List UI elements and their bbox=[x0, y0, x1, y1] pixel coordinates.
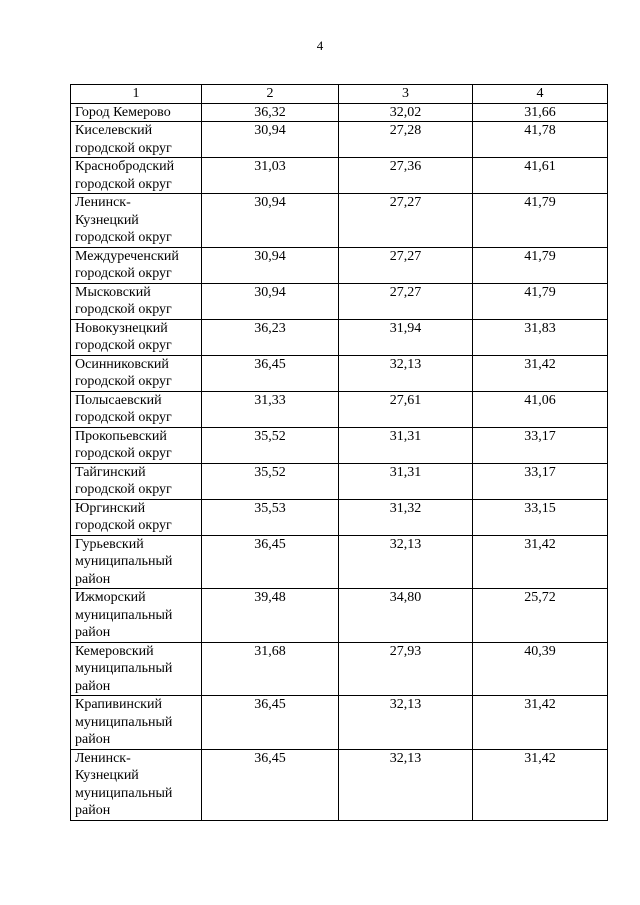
value-cell-v2: 30,94 bbox=[202, 283, 339, 319]
territory-name-cell bbox=[71, 355, 202, 391]
value-cell-v4: 41,78 bbox=[473, 122, 608, 158]
territory-name-cell bbox=[71, 463, 202, 499]
table-row bbox=[71, 194, 608, 248]
territory-name-line: Кузнецкий bbox=[75, 212, 139, 228]
header-col-4: 4 bbox=[473, 85, 608, 104]
value-cell-v3: 32,13 bbox=[339, 749, 473, 820]
table-row bbox=[71, 319, 608, 355]
value-cell-v2: 30,94 bbox=[202, 122, 339, 158]
territory-name-cell bbox=[71, 749, 202, 820]
territory-name-cell bbox=[71, 391, 202, 427]
page-number: 4 bbox=[316, 38, 324, 53]
value-cell-v4: 41,79 bbox=[473, 247, 608, 283]
territory-name-line: муниципальный bbox=[75, 607, 173, 623]
value-cell-v3: 27,28 bbox=[339, 122, 473, 158]
value-cell-v4: 33,15 bbox=[473, 499, 608, 535]
territory-name-line: городской округ bbox=[75, 518, 172, 533]
header-col-1: 1 bbox=[71, 85, 202, 104]
territory-name-line: городской округ bbox=[75, 176, 172, 192]
territory-name-line: Полысаевский bbox=[75, 392, 162, 408]
territory-name-line: Город Кемерово bbox=[75, 104, 171, 120]
table-row bbox=[71, 391, 608, 427]
value-cell-v3: 31,31 bbox=[339, 427, 473, 463]
territory-name-line: муниципальный bbox=[75, 554, 173, 569]
territory-name-line: Крапивинский bbox=[75, 697, 162, 712]
value-cell-v2: 36,45 bbox=[202, 696, 339, 750]
territory-name-line: Гурьевский bbox=[75, 536, 144, 552]
territory-name-line: муниципальный bbox=[75, 661, 173, 676]
value-cell-v3: 27,27 bbox=[339, 194, 473, 248]
territory-name-line: район bbox=[75, 571, 111, 587]
value-cell-v3: 31,31 bbox=[339, 463, 473, 499]
value-cell-v2: 35,52 bbox=[202, 427, 339, 463]
value-cell-v3: 32,13 bbox=[339, 535, 473, 589]
value-cell-v4: 40,39 bbox=[473, 642, 608, 696]
table-row bbox=[71, 122, 608, 158]
territory-name-line: Новокузнецкий bbox=[75, 320, 168, 336]
value-cell-v4: 41,06 bbox=[473, 391, 608, 427]
territory-name-line: Ленинск- bbox=[75, 195, 131, 210]
value-cell-v2: 31,68 bbox=[202, 642, 339, 696]
territory-name-line: район bbox=[75, 678, 111, 694]
value-cell-v3: 34,80 bbox=[339, 589, 473, 643]
header-col-2: 2 bbox=[202, 85, 339, 104]
value-cell-v3: 31,32 bbox=[339, 499, 473, 535]
territory-name-line: район bbox=[75, 732, 111, 747]
header-col-3: 3 bbox=[339, 85, 473, 104]
territory-name-line: городской округ bbox=[75, 482, 172, 497]
table-row bbox=[71, 499, 608, 535]
table-row bbox=[71, 355, 608, 391]
territory-name-line: городской округ bbox=[75, 374, 172, 389]
table-row bbox=[71, 589, 608, 643]
value-cell-v3: 27,36 bbox=[339, 158, 473, 194]
territory-name-line: Прокопьевский bbox=[75, 428, 167, 444]
value-cell-v4: 41,79 bbox=[473, 194, 608, 248]
value-cell-v4: 31,83 bbox=[473, 319, 608, 355]
territory-name-line: Мысковский bbox=[75, 284, 151, 300]
value-cell-v2: 36,45 bbox=[202, 355, 339, 391]
territory-name-cell bbox=[71, 589, 202, 643]
value-cell-v2: 31,03 bbox=[202, 158, 339, 194]
table-row bbox=[71, 463, 608, 499]
table-row bbox=[71, 283, 608, 319]
value-cell-v3: 27,93 bbox=[339, 642, 473, 696]
value-cell-v3: 31,94 bbox=[339, 319, 473, 355]
territory-name-line: городской округ bbox=[75, 230, 172, 245]
territory-name-line: Киселевский bbox=[75, 123, 153, 138]
table-row bbox=[71, 696, 608, 750]
value-cell-v4: 31,42 bbox=[473, 696, 608, 750]
value-cell-v2: 36,45 bbox=[202, 749, 339, 820]
territory-name-cell bbox=[71, 642, 202, 696]
territory-name-cell bbox=[71, 696, 202, 750]
value-cell-v3: 27,61 bbox=[339, 391, 473, 427]
territory-name-cell bbox=[71, 499, 202, 535]
territory-name-cell bbox=[71, 247, 202, 283]
territory-name-line: Междуреченский bbox=[75, 248, 179, 264]
territory-name-cell bbox=[71, 122, 202, 158]
territory-name-line: муниципальный bbox=[75, 714, 173, 730]
territory-name-line: городской округ bbox=[75, 302, 172, 317]
value-cell-v4: 41,61 bbox=[473, 158, 608, 194]
territory-name-cell bbox=[71, 194, 202, 248]
value-cell-v2: 35,52 bbox=[202, 463, 339, 499]
value-cell-v2: 30,94 bbox=[202, 247, 339, 283]
territory-name-cell bbox=[71, 158, 202, 194]
table-row bbox=[71, 103, 608, 122]
territory-name-line: Краснобродский bbox=[75, 159, 175, 174]
table-row bbox=[71, 158, 608, 194]
territory-name-cell bbox=[71, 103, 202, 122]
header-row bbox=[71, 85, 608, 104]
value-cell-v2: 30,94 bbox=[202, 194, 339, 248]
table-row bbox=[71, 427, 608, 463]
table-row bbox=[71, 642, 608, 696]
table-body bbox=[71, 103, 608, 820]
value-cell-v4: 41,79 bbox=[473, 283, 608, 319]
value-cell-v4: 31,66 bbox=[473, 103, 608, 122]
table-row bbox=[71, 535, 608, 589]
value-cell-v2: 36,32 bbox=[202, 103, 339, 122]
table-row bbox=[71, 247, 608, 283]
value-cell-v3: 32,02 bbox=[339, 103, 473, 122]
data-table bbox=[70, 84, 608, 821]
value-cell-v2: 39,48 bbox=[202, 589, 339, 643]
territory-name-line: городской округ bbox=[75, 140, 172, 156]
value-cell-v2: 31,33 bbox=[202, 391, 339, 427]
territory-name-cell bbox=[71, 535, 202, 589]
value-cell-v3: 32,13 bbox=[339, 355, 473, 391]
territory-name-cell bbox=[71, 283, 202, 319]
territory-name-line: городской округ bbox=[75, 266, 172, 281]
territory-name-line: Кемеровский bbox=[75, 643, 154, 659]
table-row bbox=[71, 749, 608, 820]
value-cell-v2: 36,45 bbox=[202, 535, 339, 589]
value-cell-v4: 31,42 bbox=[473, 749, 608, 820]
value-cell-v2: 35,53 bbox=[202, 499, 339, 535]
value-cell-v4: 31,42 bbox=[473, 535, 608, 589]
territory-name-line: район bbox=[75, 625, 111, 640]
territory-name-line: Осинниковский bbox=[75, 356, 169, 372]
territory-name-line: городской округ bbox=[75, 338, 172, 353]
table-header bbox=[71, 85, 608, 104]
territory-name-cell bbox=[71, 319, 202, 355]
territory-name-line: район bbox=[75, 803, 111, 818]
value-cell-v2: 36,23 bbox=[202, 319, 339, 355]
value-cell-v3: 32,13 bbox=[339, 696, 473, 750]
value-cell-v4: 25,72 bbox=[473, 589, 608, 643]
territory-name-cell bbox=[71, 427, 202, 463]
territory-name-line: Ижморский bbox=[75, 590, 146, 605]
territory-name-line: муниципальный bbox=[75, 785, 173, 801]
territory-name-line: Ленинск- bbox=[75, 750, 131, 766]
value-cell-v4: 31,42 bbox=[473, 355, 608, 391]
territory-name-line: Кузнецкий bbox=[75, 768, 139, 783]
territory-name-line: Юргинский bbox=[75, 500, 146, 516]
territory-name-line: городской округ bbox=[75, 410, 172, 425]
value-cell-v4: 33,17 bbox=[473, 427, 608, 463]
value-cell-v4: 33,17 bbox=[473, 463, 608, 499]
territory-name-line: городской округ bbox=[75, 446, 172, 461]
territory-name-line: Тайгинский bbox=[75, 464, 146, 480]
value-cell-v3: 27,27 bbox=[339, 283, 473, 319]
value-cell-v3: 27,27 bbox=[339, 247, 473, 283]
